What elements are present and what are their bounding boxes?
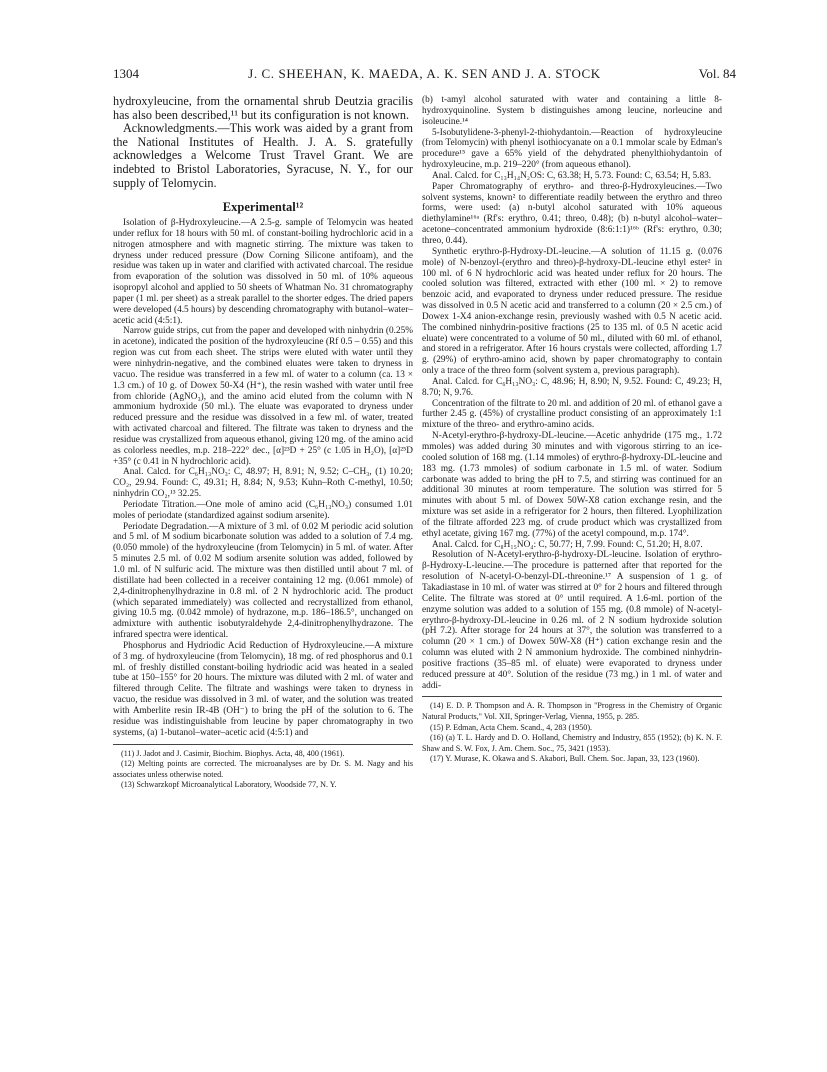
synthetic-paragraph: Synthetic erythro-β-Hydroxy-DL-leucine.—A solution of 11.15 g. (0.076 mole) of N-benzoyl-(erythro and threo)-β-hydroxy-DL-leucine ethyl ester² in 100 ml. of 6 N hydrochloric acid was heated under reflux for 20 hours. The cooled solution was filtered, extracted with ether (100 ml. × 2) to remove benzoic acid, and evaporated to dryness under reduced pressure. The residue was dissolved in 0.5 N acetic acid and transferred to a column (20 × 2.5 cm.) of Dowex 1-X4 anion-exchange resin, previously washed with 0.5 N acetic acid. The combined ninhydrin-positive fractions (25 to 135 ml. of 0.5 N acetic acid eluate) were concentrated to a volume of 50 ml., diluted with 60 ml. of ethanol, and stored in a refrigerator. After 16 hours crystals were collected, affording 1.7 g. (29%) of erythro-amino acid, shown by paper chromatography to contain only a trace of the threo form (solvent system a, previous paragraph). — [422, 246, 722, 377]
left-column — [113, 95, 413, 791]
concentration-paragraph: Concentration of the filtrate to 20 ml. and addition of 20 ml. of ethanol gave a further 2.45 g. (45%) of crystalline product consisting of an approximately 1:1 mixture of the threo- and erythro-amino acids. — [422, 398, 722, 431]
footnote: (14) E. D. P. Thompson and A. R. Thompson in "Progress in the Chemistry of Organic Natural Products," Vol. XII, Springer-Verlag, Vienna, 1955, p. 285. — [422, 701, 722, 721]
analysis-paragraph: Anal. Calcd. for C₆H₁₃NO₃: C, 48.97; H, 8.91; N, 9.52; C–CH₃, (1) 10.20; CO₂, 29.94. Found: C, 49.31; H, 8.84; N, 9.53; Kuhn–Roth C-methyl, 10.50; ninhydrin CO₂,¹³ 32.25. — [113, 467, 413, 500]
footnote-rule — [113, 744, 413, 745]
periodate-degradation-paragraph: Periodate Degradation.—A mixture of 3 ml. of 0.02 M periodic acid solution and 5 ml. of M sodium bicarbonate solution was added to a solution of 7.4 mg. (0.050 mmole) of the hydroxyleucine (from Telomycin) in 5 ml. of water. After 5 minutes 2.5 ml. of 0.02 M sodium arsenite solution was added, followed by 1.0 ml. of N sulfuric acid. The mixture was then distilled until about 7 ml. of distillate had been collected in a receiver containing 12 mg. (0.061 mmole) of 2,4-dinitrophenylhydrazine in 0.8 ml. of 2 N hydrochloric acid. The product (which separated immediately) was collected and recrystallized from ethanol, giving 10.5 mg. (0.042 mmole) of hydrazone, m.p. 186–186.5°, unchanged on admixture with authentic isobutyraldehyde 2,4-dinitrophenylhydrazone. The infrared spectra were identical. — [113, 521, 413, 641]
running-authors: J. C. SHEEHAN, K. MAEDA, A. K. SEN AND J. A. STOCK — [248, 66, 601, 81]
footnote: (13) Schwarzkopf Microanalytical Laboratory, Woodside 77, N. Y. — [121, 780, 337, 790]
acknowledgments-paragraph: Acknowledgments.—This work was aided by a grant from the National Institutes of Health. J. A. S. gratefully acknowledges a Welcome Trust Travel Grant. We are indebted to Bristol Laboratories, Syracuse, N. Y., for our supply of Telomycin. — [113, 121, 413, 190]
right-column — [422, 95, 722, 765]
footnote: (12) Melting points are corrected. The microanalyses are by Dr. S. M. Nagy and his associates unless otherwise noted. — [113, 759, 413, 779]
volume-label: Vol. 84 — [698, 66, 736, 81]
page-header — [113, 66, 736, 84]
footnote: (17) Y. Murase, K. Okawa and S. Akabori, Bull. Chem. Soc. Japan, 33, 123 (1960). — [430, 754, 700, 764]
footnote: (16) (a) T. L. Hardy and D. O. Holland, Chemistry and Industry, 855 (1952); (b) K. N. F. Shaw and S. W. Fox, J. Am. Chem. Soc., 75, 3421 (1953). — [422, 733, 722, 753]
analysis-paragraph: Anal. Calcd. for C₆H₁₃NO₃: C, 48.96; H, 8.90; N, 9.52. Found: C, 49.23; H, 8.70; N, 9.76. — [422, 376, 722, 398]
page-number: 1304 — [113, 66, 139, 81]
analysis-paragraph: Anal. Calcd. for C₁₃H₁₄N₂OS: C, 63.38; H, 5.73. Found: C, 63.54; H, 5.83. — [432, 170, 712, 181]
experimental-heading: Experimental¹² — [222, 200, 304, 215]
paper-chromatography-paragraph: Paper Chromatography of erythro- and threo-β-Hydroxyleucines.—Two solvent systems, known² to differentiate readily between the erythro and threo forms, were used: (a) n-butyl alcohol saturated with 10% aqueous diethylamine¹⁶ᵃ (Rf's: erythro, 0.41; threo, 0.48); (b) n-butyl alcohol–water–acetone–concentrated ammonium hydroxide (8:6:1:1)¹⁶ᵇ (Rf's: erythro, 0.30; threo, 0.44). — [422, 181, 722, 246]
thiohydantoin-paragraph: 5-Isobutylidene-3-phenyl-2-thiohydantoin.—Reaction of hydroxyleucine (from Telomycin) with phenyl isothiocyanate on a 0.1 mmolar scale by Edman's procedure¹⁵ gave a 65% yield of the dehydrated phenylthiohydantoin of hydroxyleucine, m.p. 219–220° (from aqueous ethanol). — [422, 127, 722, 171]
intro-block — [113, 95, 413, 190]
guide-strips-paragraph: Narrow guide strips, cut from the paper and developed with ninhydrin (0.25% in acetone), indicated the position of the hydroxyleucine (Rf 0.5 – 0.55) and this region was cut from each sheet. The strips were eluted with water until they were ninhydrin-negative, and the combined eluates were taken to dryness in vacuo. The residue was transferred in a few ml. of water to a column (ca. 13 × 1.3 cm.) of 10 g. of Dowex 50-X4 (H⁺), the resin washed with water until free from chloride (AgNO₃), and the amino acid eluted from the column with N ammonium hydroxide (50 ml.). The eluate was evaporated to dryness under reduced pressure and the residue was dissolved in a few ml. of water, treated with activated charcoal and filtered. The filtrate was taken to dryness and the residue was crystallized from aqueous ethanol, giving 120 mg. of the amino acid as colorless needles, m.p. 218–222° dec., [α]²³D + 25° (c 1.05 in H₂O), [α]²⁵D +35° (c 0.41 in N hydrochloric acid). — [113, 326, 414, 467]
periodate-titration-paragraph: Periodate Titration.—One mole of amino acid (C₆H₁₃NO₃) consumed 1.01 moles of periodate (standardized against sodium arsenite). — [113, 499, 413, 521]
isolation-paragraph: Isolation of β-Hydroxyleucine.—A 2.5-g. sample of Telomycin was heated under reflux for 18 hours with 50 ml. of constant-boiling hydrochloric acid in a nitrogen atmosphere and with magnetic stirring. The mixture was taken to dryness under reduced pressure (Dow Corning Silicone antifoam), and the residue was taken up in water and clarified with activated charcoal. The residue from evaporation of the solution was dissolved in 50 ml. of 10% aqueous isopropyl alcohol and applied to 50 sheets of Whatman No. 31 chromatography paper (1 ml. per sheet) as a streak parallel to the shorter edges. The dried papers were developed (4.5 hours) by descending chromatography with butanol–water–acetic acid (4:5:1). — [113, 218, 413, 326]
intro-paragraph: hydroxyleucine, from the ornamental shrub Deutzia gracilis has also been described,¹¹ but its configuration is not known. — [113, 94, 413, 122]
reduction-paragraph: Phosphorus and Hydriodic Acid Reduction of Hydroxyleucine.—A mixture of 3 mg. of hydroxyleucine (from Telomycin), 18 mg. of red phosphorus and 0.1 ml. of freshly distilled constant-boiling hydriodic acid was heated in a sealed tube at 150–155° for 20 hours. The mixture was diluted with 2 ml. of water and filtered through Celite. The filtrate and washings were taken to dryness in vacuo, the residue was dissolved in 3 ml. of water, and the solution was treated with Amberlite resin IR-4B (OH⁻) to bring the pH of the solution to 6. The residue was indistinguishable from leucine by paper chromatography in two systems, (a) 1-butanol–water–acetic acid (4:5:1) and — [113, 640, 413, 738]
footnote-rule — [422, 696, 722, 697]
acetyl-paragraph: N-Acetyl-erythro-β-hydroxy-DL-leucine.—Acetic anhydride (175 mg., 1.72 mmoles) was added during 30 minutes and with vigorous stirring to an ice-cooled solution of 168 mg. (1.14 mmoles) of erythro-β-hydroxy-DL-leucine and 183 mg. (1.73 mmoles) of sodium carbonate in 1.5 ml. of water. Sodium carbonate was added to bring the pH to 7.5, and stirring was continued for an additional 30 minutes at room temperature. The solution was stirred for 5 minutes with about 5 ml. of Dowex 50W-X8 cation exchange resin, and the mixture was set aside in a refrigerator for 2 hours, then filtered. Lyophilization of the filtrate afforded 223 mg. of crude product which was crystallized from ethyl acetate, giving 167 mg. (77%) of the acetyl compound, m.p. 174°. — [422, 431, 722, 539]
analysis-paragraph: Anal. Calcd. for C₈H₁₅NO₄: C, 50.77; H, 7.99. Found: C, 51.20; H, 8.07. — [432, 539, 703, 550]
footnote: (15) P. Edman, Acta Chem. Scand., 4, 283 (1950). — [430, 722, 593, 732]
resolution-paragraph: Resolution of N-Acetyl-erythro-β-hydroxy-DL-leucine. Isolation of erythro-β-Hydroxy-L-leucine.—The procedure is patterned after that reported for the resolution of N-acetyl-O-benzyl-DL-threonine.¹⁷ A suspension of 1 g. of Takadiastase in 10 ml. of water was stirred at 0° for 2 hours and filtered through Celite. The filtrate was stored at 0° until required. A 1.6-ml. portion of the enzyme solution was added to a solution of 155 mg. (0.8 mmole) of N-acetyl-erythro-β-hydroxy-DL-leucine in 0.26 ml. of 2 N sodium hydroxide solution (pH 7.2). After storage for 24 hours at 37°, the solution was transferred to a column (20 × 1 cm.) of Dowex 50W-X8 (H⁺) cation exchange resin and the column was eluted with 2 N ammonium hydroxide. The combined ninhydrin-positive fractions (35–85 ml. of eluate) were evaporated to dryness under reduced pressure at 40°. Solution of the residue (73 mg.) in 1 ml. of water and addi- — [422, 550, 722, 691]
continued-paragraph: (b) t-amyl alcohol saturated with water and containing a little 8-hydroxyquinoline. System b distinguishes among leucine, norleucine and isoleucine.¹⁴ — [422, 95, 722, 127]
footnote: (11) J. Jadot and J. Casimir, Biochim. Biophys. Acta, 48, 400 (1961). — [121, 748, 345, 758]
